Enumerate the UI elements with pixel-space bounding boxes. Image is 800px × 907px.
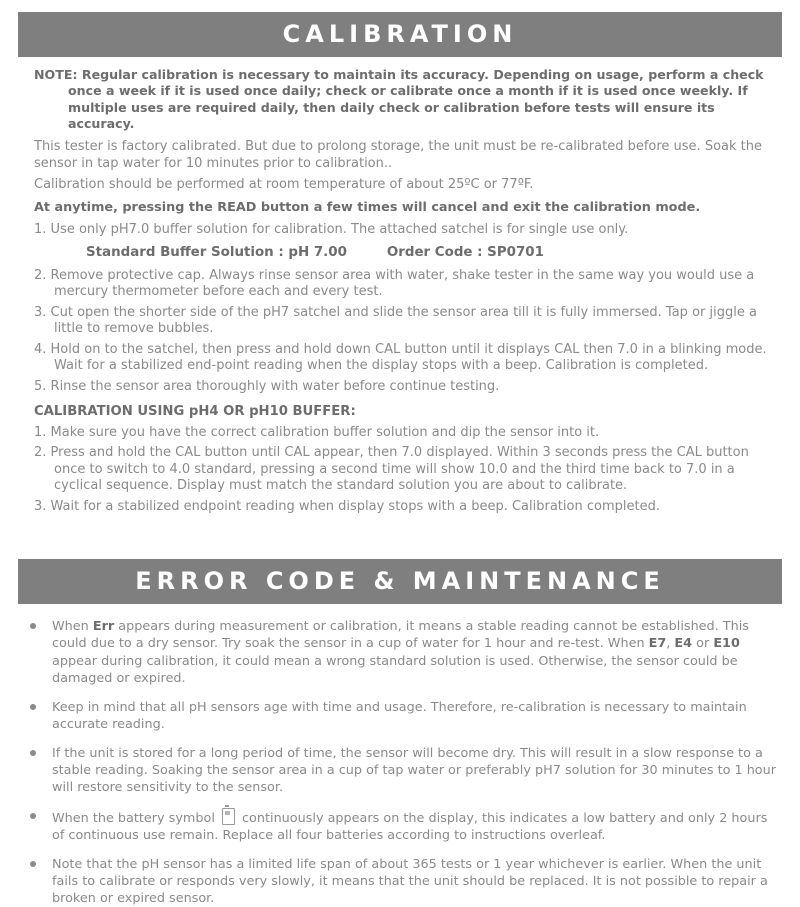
calibration-step-1: 1. Use only pH7.0 buffer solution for calibration. The attached satchel is for single use only.: [34, 222, 629, 238]
bullet-dot-icon: [30, 750, 36, 756]
bullet-age: Keep in mind that all pH sensors age with time and usage. Therefore, re-calibration is necessary to maintain accurate reading.: [18, 699, 782, 733]
buffer-solution-label: Standard Buffer Solution : pH 7.00: [86, 244, 347, 260]
bullet-dot-icon: [30, 623, 36, 629]
calibration-sub-step-2: 2. Press and hold the CAL button until CAL appear, then 7.0 displayed. Within 3 seconds press the CAL button once to switch to 4.0 standard, pressing a second time will show 10.0 and the third time back to 7.0 in a cyclical sequence. Display must match the standard solution you are about to calibrate.: [34, 445, 749, 494]
calibration-sub-step-3: 3. Wait for a stabilized endpoint reading when display stops with a beep. Calibration completed.: [34, 498, 660, 514]
bullet-dot-icon: [30, 813, 36, 819]
bullet-err: When Err appears during measurement or calibration, it means a stable reading cannot be established. This could due to a dry sensor. Try soak the sensor in a cup of water for 1 hour and re-test. When E7, E4 or E10 appear during calibration, it could mean a wrong standard solution is used. Otherwise, the sensor could be damaged or expired.: [18, 618, 782, 686]
bullet-dot-icon: [30, 704, 36, 710]
note-label: NOTE:: [34, 67, 78, 82]
calibration-buffer-subhead: CALIBRATION USING pH4 OR pH10 BUFFER:: [34, 404, 356, 420]
section-spacer: [18, 519, 782, 537]
bullet-dot-icon: [30, 861, 36, 867]
error-maintenance-bullets: [18, 618, 782, 906]
note-text: Regular calibration is necessary to maintain its accuracy. Depending on usage, perform a check once a week if it is used once daily; check or calibrate once a month if it is used once weekly. If multiple uses are required daily, then daily check or calibration before tests will ensure its accuracy.: [68, 67, 764, 132]
calibration-step-4: 4. Hold on to the satchel, then press and hold down CAL button until it displays CAL then 7.0 in a blinking mode. Wait for a stabilized end-point reading when the display stops with a beep. Calibration is completed.: [34, 341, 767, 374]
calibration-steps-list-cont: [34, 268, 768, 396]
error-code-label: E7: [648, 636, 667, 652]
calibration-section-title: CALIBRATION: [18, 12, 782, 57]
error-code-label: E10: [713, 636, 740, 652]
error-code-label: E4: [674, 636, 693, 652]
calibration-note: [34, 67, 768, 132]
calibration-exit-note: At anytime, pressing the READ button a few times will cancel and exit the calibration mode.: [34, 199, 701, 215]
calibration-body: [18, 67, 782, 515]
calibration-step-5: 5. Rinse the sensor area thoroughly with water before continue testing.: [34, 378, 500, 394]
calibration-sub-steps-list: [34, 425, 768, 516]
bullet-battery: When the battery symbol continuously appears on the display, this indicates a low battery and only 2 hours of continuous use remain. Replace all four batteries according to instructions overleaf.: [18, 808, 782, 844]
order-code-label: Order Code : SP0701: [386, 244, 544, 260]
buffer-solution-line: [86, 244, 768, 261]
document-page: [0, 12, 800, 906]
bullet-lifespan: Note that the pH sensor has a limited life span of about 365 tests or 1 year whichever is earlier. When the unit fails to calibrate or responds very slowly, it means that the unit should be replaced. It is not possible to repair a broken or expired sensor.: [18, 856, 782, 907]
error-code-label: Err: [92, 619, 115, 635]
bullet-storage: If the unit is stored for a long period of time, the sensor will become dry. This will result in a slow response to a stable reading. Soaking the sensor area in a cup of tap water or preferably pH7 solution for 30 minutes to 1 hour will restore sensitivity to the sensor.: [18, 745, 782, 796]
calibration-step-3: 3. Cut open the shorter side of the pH7 satchel and slide the sensor area till it is fully immersed. Tap or jiggle a little to remove bubbles.: [34, 304, 757, 337]
calibration-sub-step-1: 1. Make sure you have the correct calibration buffer solution and dip the sensor into it.: [34, 424, 600, 440]
calibration-paragraph-1: This tester is factory calibrated. But due to prolong storage, the unit must be re-calibrated before use. Soak the sensor in tap water for 10 minutes prior to calibration..: [34, 139, 762, 171]
battery-icon: [222, 808, 235, 825]
calibration-steps-list: [34, 222, 768, 239]
calibration-paragraph-2: Calibration should be performed at room temperature of about 25ºC or 77ºF.: [34, 177, 534, 193]
error-maintenance-section-title: ERROR CODE & MAINTENANCE: [18, 559, 782, 604]
calibration-step-2: 2. Remove protective cap. Always rinse sensor area with water, shake tester in the same way you would use a mercury thermometer before each and every test.: [34, 267, 755, 300]
